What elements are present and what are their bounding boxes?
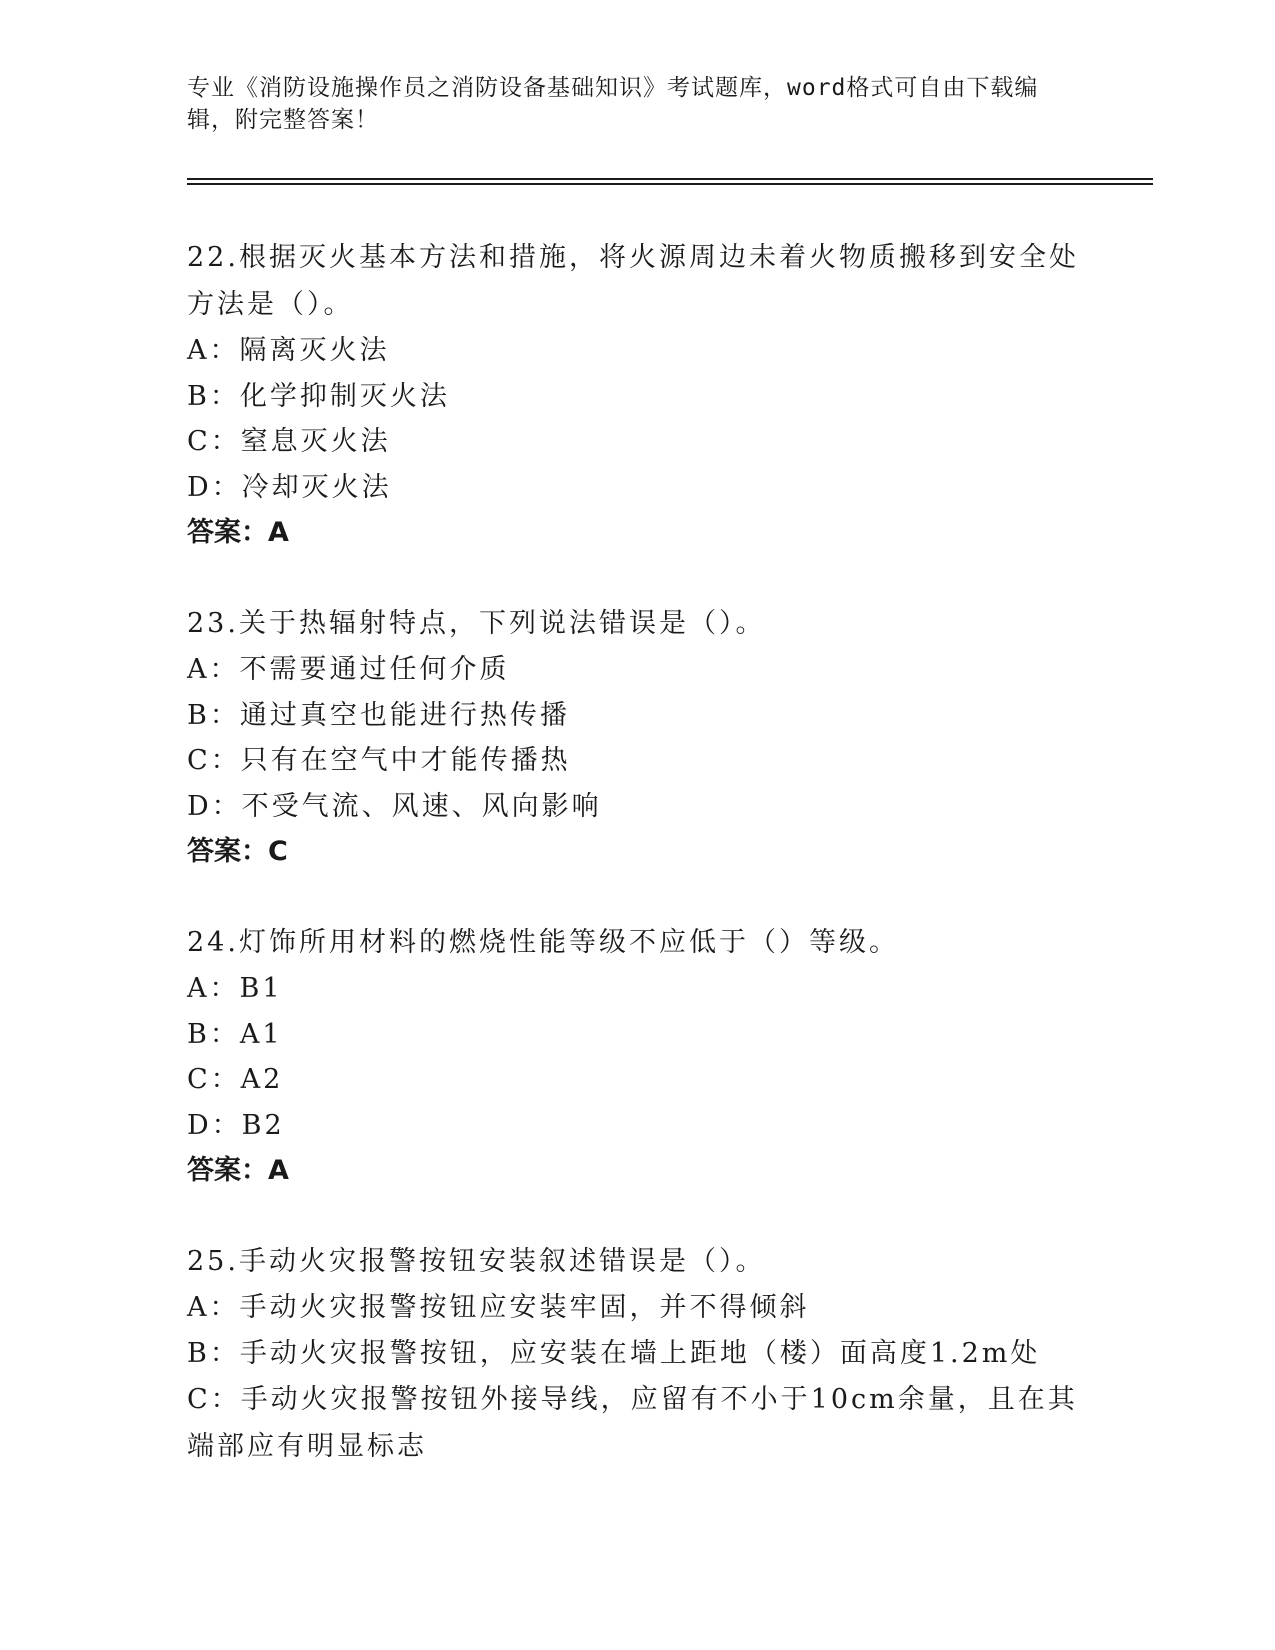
answer-line: 答案：A	[187, 1155, 289, 1186]
option-c: C：窒息灭火法	[187, 426, 391, 457]
option-d: D：B2	[187, 1109, 285, 1141]
question-list	[187, 234, 1087, 1515]
option-a: A：手动火灾报警按钮应安装牢固，并不得倾斜	[187, 1292, 810, 1323]
option-b: B：手动火灾报警按钮，应安装在墙上距地（楼）面高度1.2m处	[187, 1337, 1041, 1369]
question-stem: 24.灯饰所用材料的燃烧性能等级不应低于（）等级。	[187, 927, 899, 958]
option-d: D：冷却灭火法	[187, 471, 392, 503]
question-stem: 22.根据灭火基本方法和措施，将火源周边未着火物质搬移到安全处方法是（）。	[187, 242, 1079, 320]
option-a: A：B1	[187, 973, 283, 1004]
option-d: D：不受气流、风速、风向影响	[187, 790, 602, 822]
question-22	[187, 234, 1087, 555]
question-stem: 23.关于热辐射特点，下列说法错误是（）。	[187, 608, 766, 639]
question-25	[187, 1238, 1087, 1470]
option-a: A：隔离灭火法	[187, 335, 390, 366]
question-23	[187, 600, 1087, 874]
answer-line: 答案：C	[187, 836, 288, 867]
option-b: B：化学抑制灭火法	[187, 380, 450, 412]
option-b: B：通过真空也能进行热传播	[187, 699, 570, 731]
question-stem: 25.手动火灾报警按钮安装叙述错误是（）。	[187, 1246, 766, 1277]
option-a: A：不需要通过任何介质	[187, 654, 510, 685]
option-c: C：A2	[187, 1064, 284, 1095]
header-rule-top	[187, 178, 1153, 180]
document-header: 专业《消防设施操作员之消防设备基础知识》考试题库，word格式可自由下载编辑，附完整答案！	[187, 75, 1039, 133]
option-c: C：手动火灾报警按钮外接导线，应留有不小于10cm余量，且在其端部应有明显标志	[187, 1384, 1078, 1462]
header-rule-bottom	[187, 183, 1153, 185]
question-24	[187, 919, 1087, 1193]
answer-line: 答案：A	[187, 517, 289, 548]
option-b: B：A1	[187, 1018, 283, 1050]
option-c: C：只有在空气中才能传播热	[187, 745, 571, 776]
